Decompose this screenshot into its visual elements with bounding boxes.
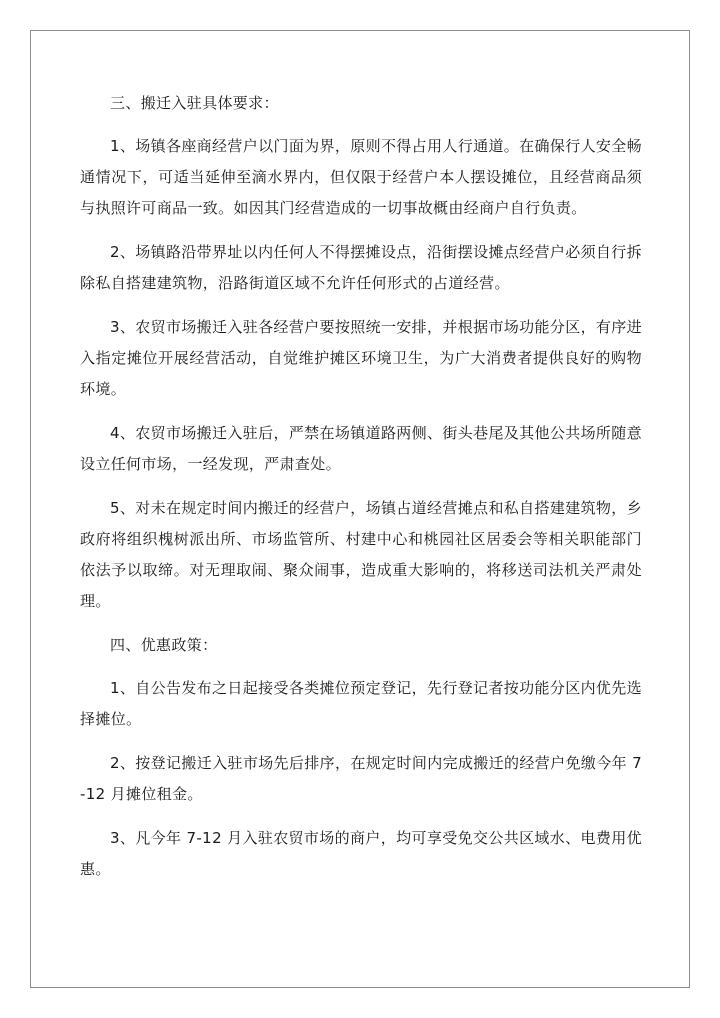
section-4-heading: 四、优惠政策： bbox=[110, 636, 218, 654]
section-3-item-2: 2、场镇路沿带界址以内任何人不得摆摊设点，沿街摆设摊点经营户必须自行拆除私自搭建建筑物，沿路街道区域不允许任何形式的占道经营。 bbox=[80, 243, 642, 292]
section-3-item-1: 1、场镇各座商经营户以门面为界，原则不得占用人行通道。在确保行人安全畅通情况下，可适当延伸至滴水界内，但仅限于经营户本人摆设摊位，且经营商品须与执照许可商品一致。如因其门经营造成的一切事故概由经商户自行负责。 bbox=[80, 137, 642, 217]
document-body bbox=[80, 88, 642, 898]
section-4-item-3: 3、凡今年 7-12 月入驻农贸市场的商户，均可享受免交公共区域水、电费用优惠。 bbox=[80, 829, 642, 878]
section-3-item-5: 5、对未在规定时间内搬迁的经营户，场镇占道经营摊点和私自搭建建筑物，乡政府将组织槐树派出所、市场监管所、村建中心和桃园社区居委会等相关职能部门依法予以取缔。对无理取闹、聚众闹事，造成重大影响的，将移送司法机关严肃处理。 bbox=[80, 499, 642, 610]
section-4-item-2: 2、按登记搬迁入驻市场先后排序，在规定时间内完成搬迁的经营户免缴今年 7-12 月摊位租金。 bbox=[80, 754, 642, 803]
section-4-item-1: 1、自公告发布之日起接受各类摊位预定登记，先行登记者按功能分区内优先选择摊位。 bbox=[80, 679, 642, 728]
section-3-heading: 三、搬迁入驻具体要求： bbox=[110, 94, 279, 112]
section-3-item-3: 3、农贸市场搬迁入驻各经营户要按照统一安排，并根据市场功能分区，有序进入指定摊位开展经营活动，自觉维护摊区环境卫生，为广大消费者提供良好的购物环境。 bbox=[80, 318, 642, 398]
section-3-item-4: 4、农贸市场搬迁入驻后，严禁在场镇道路两侧、街头巷尾及其他公共场所随意设立任何市场，一经发现，严肃查处。 bbox=[80, 424, 642, 473]
